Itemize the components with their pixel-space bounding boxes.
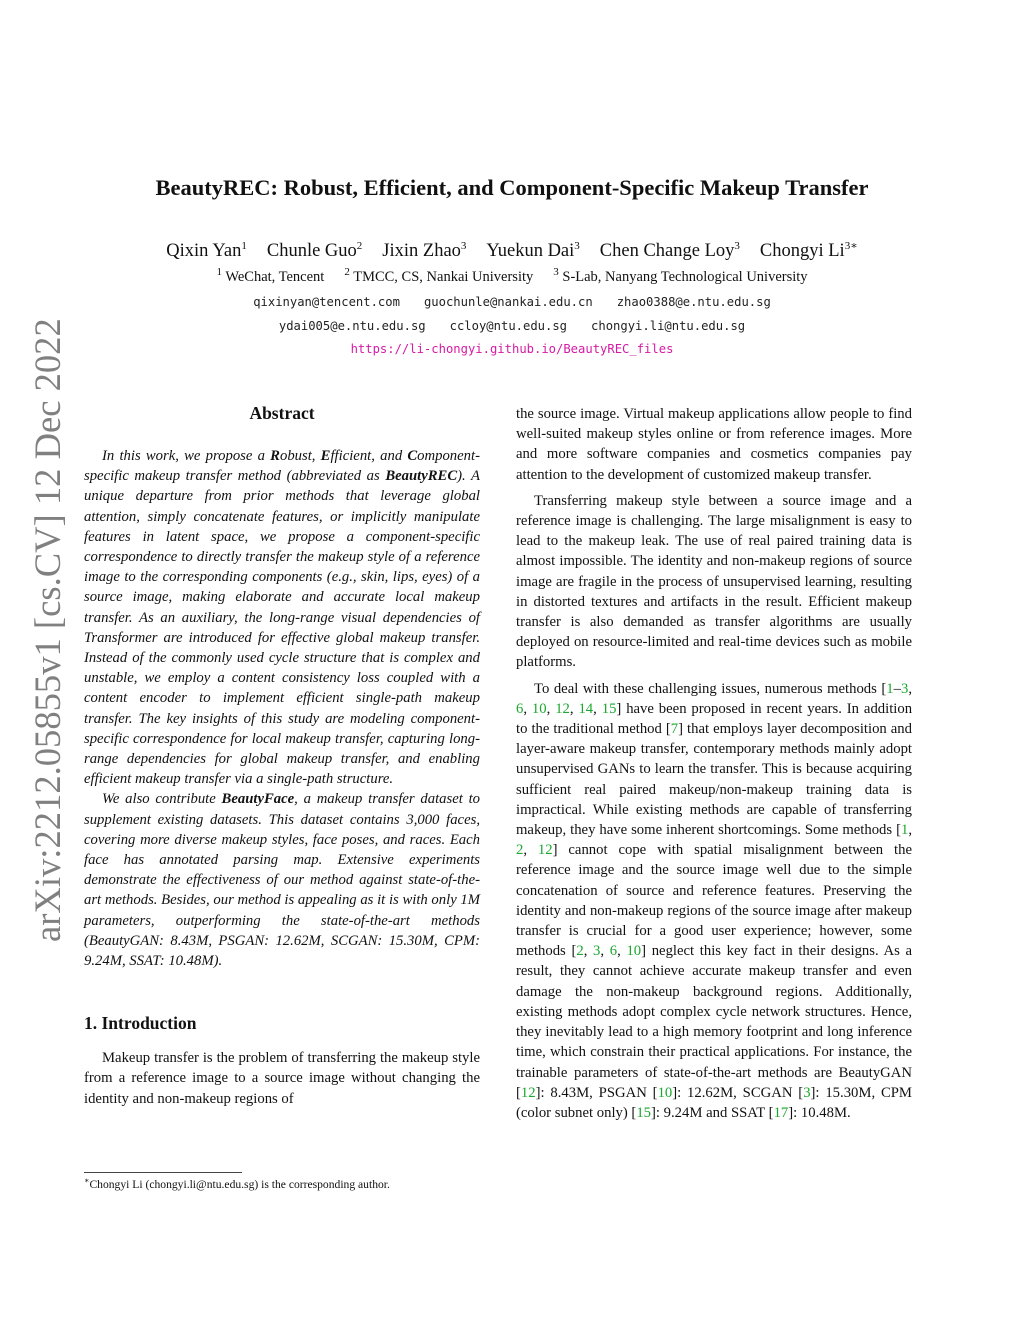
text-run: , bbox=[523, 700, 532, 717]
affiliation-name: TMCC, CS, Nankai University bbox=[349, 269, 534, 285]
author-affiliation-mark: 3 bbox=[460, 239, 467, 252]
citation-link[interactable]: 3 bbox=[900, 680, 909, 697]
citation-link[interactable]: 12 bbox=[555, 700, 570, 717]
citation-link[interactable]: 15 bbox=[636, 1104, 652, 1121]
text-run: ] that employs layer decomposition and layer-aware makeup transfer, contemporary methods mainly adopt unsupervised GANs to learn the transfer. This is because acquiring sufficient real paired makeup/non-makeup training data is impractical. While existing methods are capable of transferring makeup, they have some inherent shortcomings. Some methods [ bbox=[516, 721, 912, 839]
citation-link[interactable]: 12 bbox=[520, 1084, 536, 1101]
footnote-text: Chongyi Li (chongyi.li@ntu.edu.sg) is the corresponding author. bbox=[89, 1178, 390, 1191]
left-column bbox=[84, 400, 480, 1109]
text-run: fficient, and bbox=[330, 448, 408, 464]
citation-link[interactable]: 2 bbox=[516, 842, 524, 859]
author-affiliation-mark: 1 bbox=[241, 239, 247, 252]
text-run: , bbox=[617, 943, 627, 960]
citation-link[interactable]: 3 bbox=[803, 1084, 811, 1101]
affiliation bbox=[344, 266, 534, 285]
footnote bbox=[84, 1177, 504, 1193]
author-affiliation-mark: 3∗ bbox=[844, 239, 858, 252]
affiliation-mark: 1 bbox=[216, 266, 222, 279]
email-address[interactable]: qixinyan@tencent.com bbox=[253, 295, 400, 309]
affiliations bbox=[0, 267, 1024, 287]
citation-link[interactable]: 10 bbox=[657, 1084, 673, 1101]
text-run: ]: 8.43M, PSGAN [ bbox=[535, 1084, 658, 1101]
abstract-paragraph-2 bbox=[84, 789, 480, 971]
paper-title: BeautyREC: Robust, Efficient, and Component-Specific Makeup Transfer bbox=[155, 175, 869, 200]
author-name: Jixin Zhao$^3$ bbox=[382, 239, 467, 261]
author-name: Yuekun Dai$^3$ bbox=[486, 239, 580, 261]
citation-link[interactable]: 1 bbox=[900, 822, 909, 839]
affiliation-name: S-Lab, Nanyang Technological University bbox=[558, 269, 808, 285]
affiliation-mark: 3 bbox=[553, 266, 559, 279]
emphasis-text: BeautyFace bbox=[221, 791, 295, 808]
author-affiliation-mark: 3 bbox=[574, 239, 580, 252]
email-address[interactable]: guochunle@nankai.edu.cn bbox=[423, 295, 593, 309]
text-run: In this work, we propose a bbox=[102, 448, 271, 464]
citation-link[interactable]: 17 bbox=[773, 1104, 789, 1121]
author-name: Chen Change Loy$^3$ bbox=[599, 239, 740, 261]
text-run: ]: 9.24M and SSAT [ bbox=[651, 1104, 774, 1121]
project-url-link[interactable]: https://li-chongyi.github.io/BeautyREC_files bbox=[350, 342, 674, 356]
text-run: We also contribute bbox=[102, 791, 222, 808]
text-run: ). A unique departure from prior methods that leverage global attention, simply concatenate features, or implicitly manipulate features in latent space, we propose a component-specific correspondence to directly transfer the makeup style of a reference image to the corresponding components (e.g., skin, lips, eyes) of a source image, making elaborate and accurate local makeup transfer. As an auxiliary, the long-range visual dependencies of Transformer are introduced for effective global makeup transfer. Instead of the commonly used cycle structure that is complex and unstable, we employ a content consistency loss coupled with a content encoder to implement efficient single-path makeup transfer. The key insights of this study are modeling component-specific correspondence for local makeup transfer, capturing long-range dependencies for global makeup transfer, and enabling efficient makeup transfer via a single-path structure. bbox=[84, 468, 480, 788]
text-run: , bbox=[600, 943, 610, 960]
right-paragraph-3 bbox=[516, 679, 912, 1123]
text-run: ] cannot cope with spatial misalignment between the reference image and the source image well due to the simple concatenation of source and reference features. Preserving the identity and non-makeup regions of the source image after makeup transfer is crucial for a good user experience; however, some methods [ bbox=[516, 842, 912, 960]
text-run: ]: 15.30M, CPM (color subnet only) [ bbox=[516, 1084, 912, 1121]
abstract-paragraph-1 bbox=[84, 446, 480, 789]
author-affiliation-mark: 3 bbox=[734, 239, 740, 252]
text-run: , a makeup transfer dataset to supplement existing datasets. This dataset contains 3,000 faces, covering more diverse makeup styles, face poses, and races. Each face has annotated parsing map. Extensive experiments demonstrate the effectiveness of our method against state-of-the-art methods. Besides, our method is appealing as it is with only 1M parameters, outperforming the state-of-the-art methods (BeautyGAN: 8.43M, PSGAN: 12.62M, SCGAN: 15.30M, CPM: 9.24M, SSAT: 10.48M). bbox=[84, 791, 481, 970]
citation-link[interactable]: 7 bbox=[670, 721, 679, 738]
abstract-heading: Abstract bbox=[249, 403, 315, 423]
citation-link[interactable]: 1 bbox=[886, 680, 894, 697]
email-address[interactable]: zhao0388@e.ntu.edu.sg bbox=[616, 295, 771, 309]
text-run: , bbox=[583, 943, 594, 960]
affiliation bbox=[216, 266, 325, 285]
email-row-2 bbox=[0, 316, 1024, 336]
author-name: Qixin Yan$^1$ bbox=[166, 239, 247, 261]
citation-link[interactable]: 6 bbox=[516, 700, 524, 717]
citation-link[interactable]: 10 bbox=[531, 700, 547, 717]
footnote-mark: ∗ bbox=[84, 1176, 90, 1186]
citation-link[interactable]: 3 bbox=[593, 943, 601, 960]
emphasis-text: BeautyREC bbox=[385, 468, 458, 485]
text-run: To deal with these challenging issues, numerous methods [ bbox=[534, 680, 887, 697]
right-paragraph-2: Transferring makeup style between a source image and a reference image is challenging. The large misalignment is easy to lead to the makeup leak. The use of real paired training data is almost impossible. The identity and non-makeup regions of source image are fragile in the process of unsupervised learning, resulting in distorted textures and artifacts in the result. Efficient makeup transfer is also demanded as transfer algorithms are usually deployed on resource-limited and real-time devices such as mobile platforms. bbox=[516, 492, 912, 671]
email-address[interactable]: chongyi.li@ntu.edu.sg bbox=[591, 319, 746, 333]
text-run: obust, bbox=[279, 448, 321, 464]
citation-link[interactable]: 15 bbox=[601, 700, 617, 717]
citation-link[interactable]: 6 bbox=[609, 943, 618, 960]
intro-paragraph-1: Makeup transfer is the problem of transferring the makeup style from a reference image to a source image without changing the identity and non-makeup regions of bbox=[84, 1050, 480, 1107]
citation-link[interactable]: 10 bbox=[626, 943, 642, 960]
email-address[interactable]: ccloy@ntu.edu.sg bbox=[449, 319, 568, 333]
text-run: ] have been proposed in recent years. In addition to the traditional method [ bbox=[516, 700, 913, 738]
author-affiliation-mark: 2 bbox=[356, 239, 363, 252]
text-run: ]: 12.62M, SCGAN [ bbox=[672, 1084, 804, 1101]
text-run: , bbox=[908, 680, 912, 697]
right-paragraph-1: the source image. Virtual makeup applications allow people to find well-suited makeup styles online or from reference images. More and more software companies and cosmetics companies pay attention to the development of customized makeup transfer. bbox=[516, 406, 912, 483]
emphasis-text: E bbox=[320, 448, 331, 464]
citation-link[interactable]: 2 bbox=[576, 943, 584, 960]
right-column bbox=[516, 404, 912, 1123]
affiliation-mark: 2 bbox=[344, 266, 350, 279]
text-run: , bbox=[523, 842, 538, 859]
affiliation bbox=[553, 266, 808, 285]
emphasis-text: R bbox=[270, 448, 280, 464]
arxiv-identifier: arXiv:2212.05855v1 [cs.CV] 12 Dec 2022 bbox=[27, 318, 68, 942]
author-list bbox=[0, 238, 1024, 264]
text-run: omponent-specific makeup transfer method (abbreviated as bbox=[84, 448, 480, 485]
introduction-heading: 1. Introduction bbox=[84, 1013, 197, 1034]
text-run: , bbox=[569, 700, 579, 717]
email-row-1 bbox=[0, 292, 1024, 312]
text-run: ]: 10.48M. bbox=[788, 1104, 851, 1121]
text-run: , bbox=[593, 700, 602, 717]
text-run: – bbox=[893, 680, 901, 697]
email-address[interactable]: ydai005@e.ntu.edu.sg bbox=[278, 319, 426, 333]
footnote-rule bbox=[84, 1172, 242, 1173]
text-run: , bbox=[908, 822, 912, 839]
affiliation-name: WeChat, Tencent bbox=[221, 269, 325, 285]
text-run: ] neglect this key fact in their designs. As a result, they cannot achieve accurate makeup transfer and even damage the non-makeup background regions. Additionally, existing methods adopt complex cycle network structures. Hence, they inevitably lead to a high memory footprint and long inference time, which constrain their practical applications. For instance, the trainable parameters of state-of-the-art methods are BeautyGAN [ bbox=[516, 943, 913, 1101]
author-name: Chunle Guo$^2$ bbox=[266, 239, 363, 261]
emphasis-text: C bbox=[407, 448, 418, 464]
text-run: , bbox=[546, 700, 556, 717]
author-name: Chongyi $Li^{3∗}$ bbox=[759, 239, 858, 261]
citation-link[interactable]: 14 bbox=[578, 700, 594, 717]
citation-link[interactable]: 12 bbox=[537, 842, 553, 859]
